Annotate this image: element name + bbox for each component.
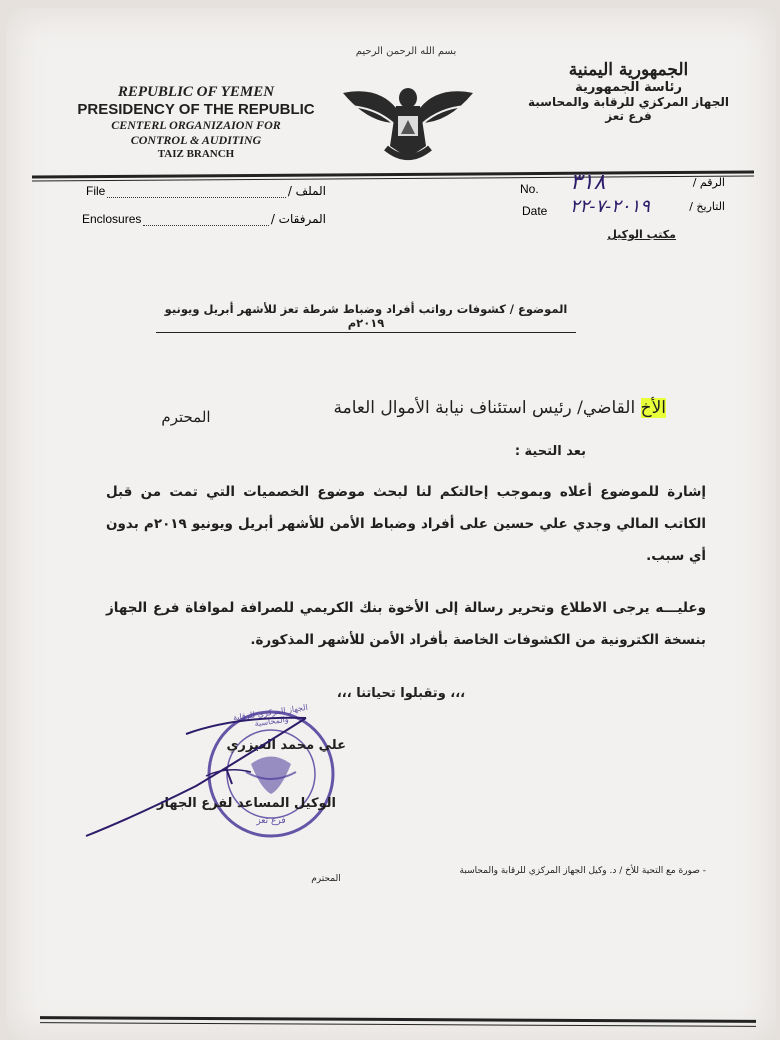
signatory-name: علي محمد العيزري <box>226 738 346 753</box>
body-paragraph-1: إشارة للموضوع أعلاه وبموجب إحالتكم لنا لبحث موضوع الخصميات التي تمت من قبل الكاتب المالي وجدي علي حسين على أفراد وضباط الأمن للأشهر أبريل ويونيو ٢٠١٩م بدون أي سبب. <box>106 484 706 564</box>
number-handwritten-value: ٣١٨ <box>570 170 606 195</box>
yemen-eagle-emblem-icon <box>338 68 478 168</box>
basmala: بسم الله الرحمن الرحيم <box>355 46 457 57</box>
recipient-line <box>326 398 666 418</box>
number-label-en: No. <box>520 182 539 196</box>
letter-page <box>6 8 776 1040</box>
handwritten-signature <box>76 706 326 846</box>
enclosures-dots <box>143 215 268 226</box>
letterhead-en <box>46 84 346 160</box>
file-field <box>86 184 326 198</box>
enclosures-field <box>82 212 326 226</box>
letterhead-ar-organization: الجهاز المركزي للرقابة والمحاسبة <box>528 95 729 109</box>
number-label-ar: الرقم / <box>692 176 725 189</box>
date-handwritten-value: ٢٠١٩-٧-٢٢ <box>570 196 650 217</box>
greeting: بعد التحية : <box>514 444 586 459</box>
closing-line: ،،، وتقبلوا تحياتنا ،،، <box>336 686 466 701</box>
letterhead-en-country: REPUBLIC OF YEMEN <box>117 84 275 100</box>
cc-honorific: المحترم <box>311 874 341 884</box>
letterhead-en-department: CONTROL & AUDITING <box>130 133 262 147</box>
subject-line: الموضوع / كشوفات رواتب أفراد وضباط شرطة تعز للأشهر أبريل ويونيو ٢٠١٩م <box>156 302 576 333</box>
body-paragraph-2: وعليـــه يرجى الاطلاع وتحرير رسالة إلى الأخوة بنك الكريمي للصرافة لموافاة فرع الجهاز بنسخة الكترونية من الكشوفات الخاصة بأفراد الأمن للأشهر المذكورة. <box>106 600 706 648</box>
file-label-ar: الملف / <box>287 184 326 198</box>
letterhead-ar-presidency: رئاسة الجمهورية <box>575 80 682 95</box>
office-label: مكتب الوكيل <box>607 228 676 241</box>
date-field <box>520 196 725 226</box>
recipient-honorific: المحترم <box>161 408 211 426</box>
footer-rule-thin <box>40 1022 756 1027</box>
file-label-en: File <box>86 184 106 198</box>
letterhead-ar-branch: فرع تعز <box>605 109 652 123</box>
letterhead-en-organization: CENTERL ORGANIZAION FOR <box>111 118 281 132</box>
letterhead-en-presidency: PRESIDENCY OF THE REPUBLIC <box>77 101 315 118</box>
signatory-title: الوكيل المساعد لفرع الجهاز <box>157 796 336 811</box>
enclosures-label-en: Enclosures <box>82 212 142 226</box>
recipient-name: القاضي/ رئيس استئناف نيابة الأموال العامة <box>333 398 636 418</box>
seal-text-ring: الجهاز المركزي للرقابة والمحاسبة <box>232 702 309 729</box>
letterhead-ar <box>526 60 731 123</box>
letterhead-en-branch: TAIZ BRANCH <box>157 148 235 160</box>
cc-line: - صورة مع التحية للأخ / د. وكيل الجهاز المركزي للرقابة والمحاسبة <box>459 866 706 876</box>
date-label-ar: التاريخ / <box>689 200 725 213</box>
letterhead-ar-country: الجمهورية اليمنية <box>568 60 689 80</box>
seal-text-bottom: فرع تعز <box>256 816 286 826</box>
enclosures-label-ar: المرفقات / <box>270 212 326 226</box>
recipient-prefix: الأخ <box>640 398 666 418</box>
date-label-en: Date <box>522 204 548 218</box>
file-dots <box>107 187 285 198</box>
